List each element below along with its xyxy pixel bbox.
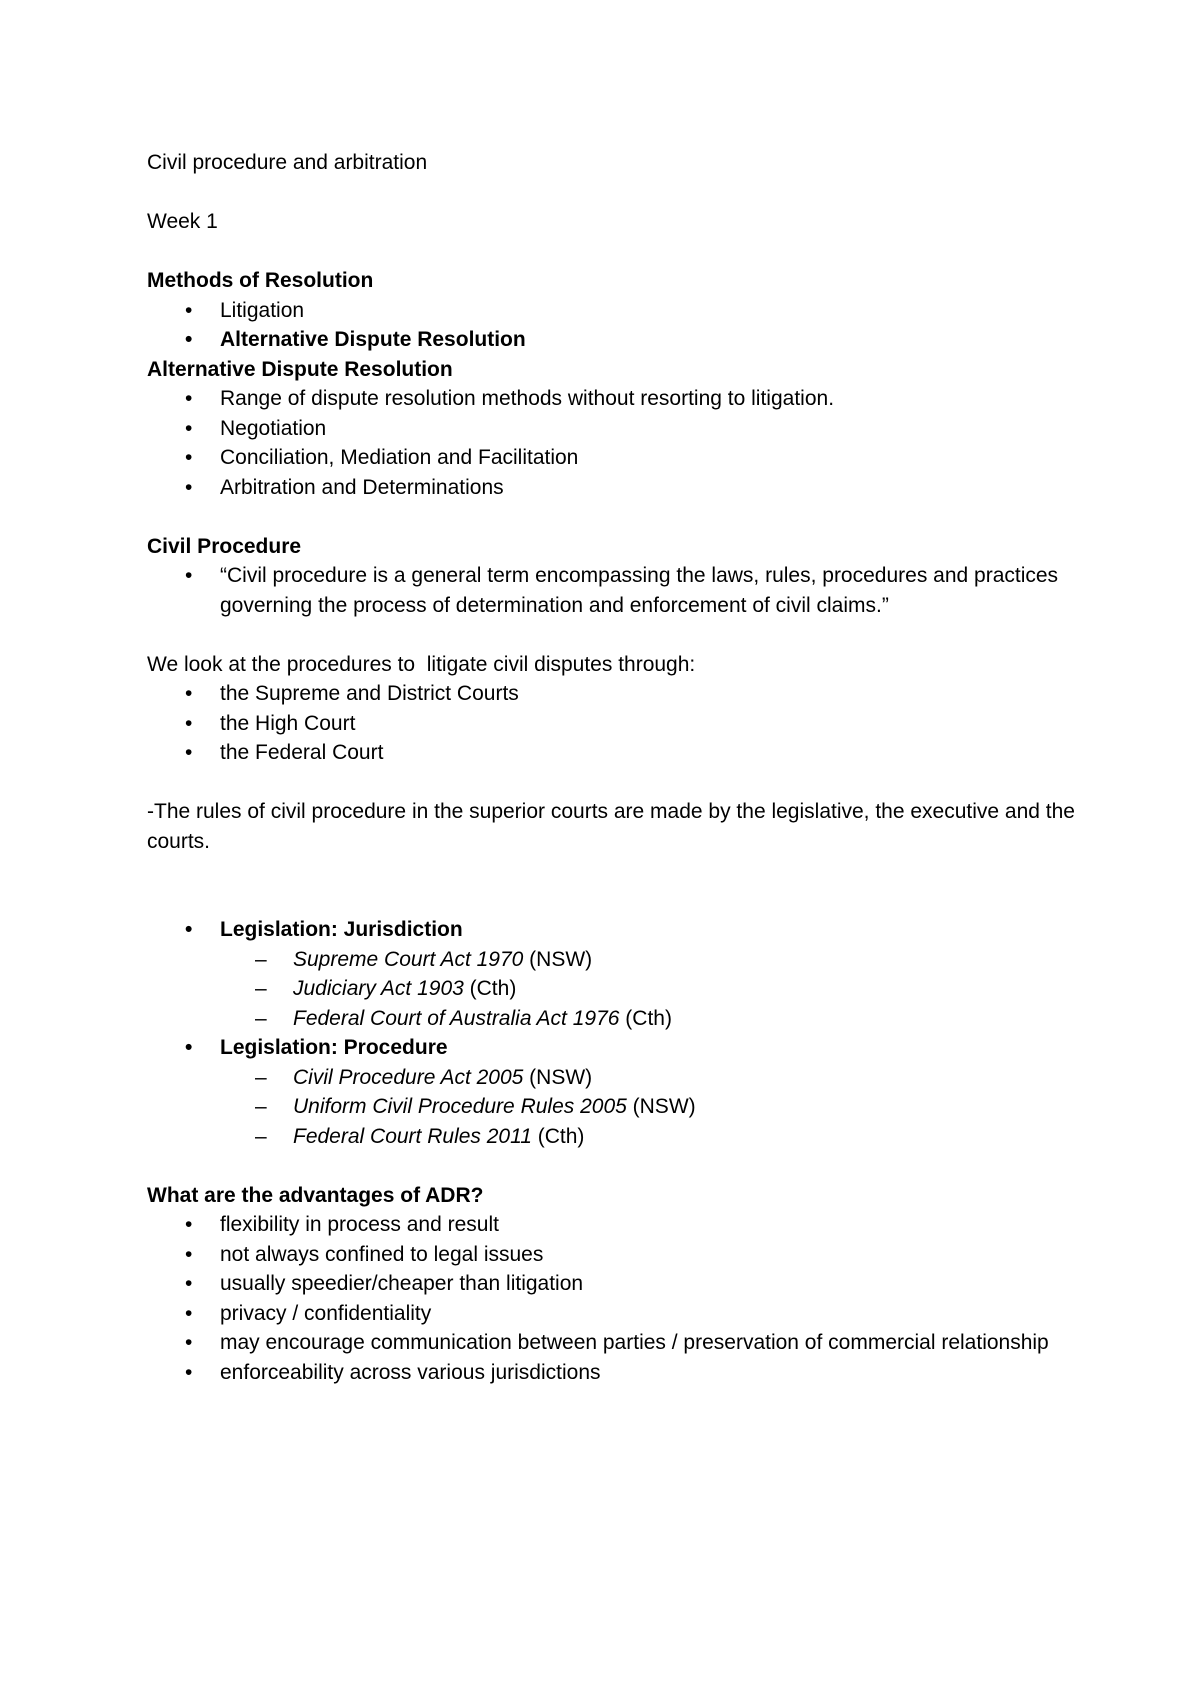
act-item (147, 1004, 1087, 1034)
rules-note: -The rules of civil procedure in the superior courts are made by the legislative, the executive and the courts. (147, 800, 1081, 853)
list-item: • the Federal Court (147, 738, 1087, 768)
act-name: Federal Court Rules 2011 (293, 1124, 532, 1148)
list-item: • usually speedier/cheaper than litigation (147, 1269, 1087, 1299)
act-jurisdiction: (Cth) (619, 1006, 672, 1030)
adr-heading: Alternative Dispute Resolution (147, 357, 453, 381)
act-jurisdiction: (Cth) (463, 977, 517, 1000)
jurisdiction-acts-list (147, 945, 1087, 1034)
civil-procedure-heading: Civil Procedure (147, 534, 302, 558)
adr-list (147, 384, 1087, 502)
act-jurisdiction: (NSW) (626, 1095, 696, 1118)
document-body (147, 148, 1087, 1387)
act-item (147, 1063, 1087, 1093)
list-item: • Arbitration and Determinations (147, 473, 1087, 503)
legislation-procedure-list (147, 1033, 1087, 1063)
courts-list (147, 679, 1087, 768)
civil-procedure-list (147, 561, 1087, 620)
legislation-list (147, 915, 1087, 945)
act-item (147, 1122, 1087, 1152)
list-item: • privacy / confidentiality (147, 1299, 1087, 1329)
procedure-acts-list (147, 1063, 1087, 1152)
list-item: • the Supreme and District Courts (147, 679, 1087, 709)
act-jurisdiction: (Cth) (531, 1124, 585, 1148)
list-item: • Litigation (147, 296, 1087, 326)
act-item (147, 974, 1087, 1004)
methods-list (147, 296, 1087, 355)
legislation-procedure-heading: • Legislation: Procedure (147, 1033, 1087, 1063)
act-jurisdiction: (NSW) (523, 1065, 593, 1089)
courts-intro: We look at the procedures to litigate civil disputes through: (147, 652, 696, 676)
legislation-jurisdiction-heading: • Legislation: Jurisdiction (147, 915, 1087, 945)
advantages-heading: What are the advantages of ADR? (147, 1183, 484, 1207)
advantages-list (147, 1210, 1087, 1387)
act-name: Federal Court of Australia Act 1976 (293, 1006, 620, 1030)
act-item (147, 1092, 1087, 1122)
civil-procedure-quote: • “Civil procedure is a general term encompassing the laws, rules, procedures and practices governing the process of determination and enforcement of civil claims.” (147, 561, 1087, 620)
act-item (147, 945, 1087, 975)
list-item: • Conciliation, Mediation and Facilitation (147, 443, 1087, 473)
methods-heading: Methods of Resolution (147, 269, 374, 292)
list-item: • Negotiation (147, 414, 1087, 444)
list-item: • Range of dispute resolution methods without resorting to litigation. (147, 384, 1087, 414)
act-name: Judiciary Act 1903 (293, 977, 464, 1000)
act-name: Uniform Civil Procedure Rules 2005 (293, 1095, 627, 1118)
list-item: • enforceability across various jurisdictions (147, 1358, 1087, 1388)
list-item: • Alternative Dispute Resolution (147, 325, 1087, 355)
act-name: Civil Procedure Act 2005 (293, 1065, 524, 1089)
week-label: Week 1 (147, 210, 218, 233)
list-item: • the High Court (147, 709, 1087, 739)
list-item: • may encourage communication between parties / preservation of commercial relationship (147, 1328, 1087, 1358)
list-item: • flexibility in process and result (147, 1210, 1087, 1240)
act-jurisdiction: (NSW) (523, 947, 593, 971)
act-name: Supreme Court Act 1970 (293, 947, 524, 971)
list-item: • not always confined to legal issues (147, 1240, 1087, 1270)
document-title: Civil procedure and arbitration (147, 151, 428, 174)
